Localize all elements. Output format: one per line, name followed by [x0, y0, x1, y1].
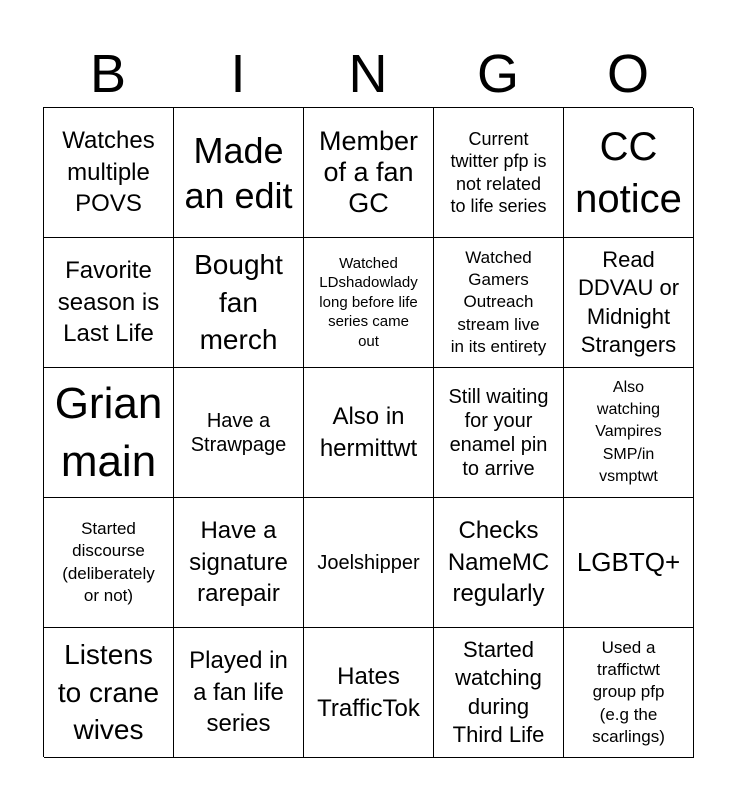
bingo-board — [43, 107, 693, 757]
cell-text: Started discourse (deliberately or not) — [62, 519, 155, 605]
header-letter-o: O — [606, 44, 649, 104]
bingo-cell[interactable] — [564, 498, 694, 628]
bingo-cell[interactable] — [564, 108, 694, 238]
cell-text: Started watching during Third Life — [452, 637, 545, 747]
bingo-cell[interactable] — [174, 238, 304, 368]
cell-text: Have a Strawpage — [190, 409, 287, 456]
cell-text: LGBTQ+ — [576, 547, 681, 577]
header-letter-n: N — [348, 44, 388, 104]
cell-text: Hates TrafficTok — [317, 662, 420, 722]
cell-text: Grian main — [54, 379, 163, 486]
bingo-cell[interactable] — [304, 238, 434, 368]
bingo-cell[interactable] — [434, 498, 564, 628]
bingo-cell[interactable] — [174, 368, 304, 498]
cell-text: Watches multiple POVS — [62, 126, 155, 218]
bingo-cell[interactable] — [434, 238, 564, 368]
cell-text: Watched Gamers Outreach stream live in its entirety — [450, 248, 547, 356]
bingo-cell[interactable] — [304, 108, 434, 238]
bingo-cell[interactable] — [44, 238, 174, 368]
bingo-cell[interactable] — [564, 628, 694, 758]
bingo-cell[interactable] — [434, 108, 564, 238]
cell-text: Also watching Vampires SMP/in vsmptwt — [595, 378, 662, 486]
cell-text: Watched LDshadowlady long before life series came out — [319, 254, 418, 350]
cell-text: CC notice — [575, 124, 682, 221]
cell-text: Member of a fan GC — [318, 125, 419, 219]
bingo-cell[interactable] — [304, 368, 434, 498]
bingo-cell[interactable] — [44, 368, 174, 498]
bingo-cell[interactable] — [304, 498, 434, 628]
bingo-cell[interactable] — [434, 368, 564, 498]
cell-text: Also in hermittwt — [319, 402, 418, 462]
bingo-cell[interactable] — [44, 108, 174, 238]
cell-text: Made an edit — [184, 129, 293, 216]
bingo-cell[interactable] — [174, 108, 304, 238]
bingo-cell[interactable] — [564, 238, 694, 368]
bingo-cell[interactable] — [174, 498, 304, 628]
cell-text: Used a traffictwt group pfp (e.g the scarlings) — [592, 638, 665, 746]
cell-text: Listens to crane wives — [57, 638, 160, 746]
cell-text: Favorite season is Last Life — [57, 256, 160, 348]
bingo-cell[interactable] — [434, 628, 564, 758]
header-letter-i: I — [230, 44, 246, 104]
cell-text: Joelshipper — [317, 551, 420, 574]
bingo-cell[interactable] — [174, 628, 304, 758]
cell-text: Still waiting for your enamel pin to arrive — [448, 385, 549, 480]
header-letter-b: B — [89, 44, 127, 104]
bingo-cell[interactable] — [44, 498, 174, 628]
bingo-header — [43, 40, 693, 108]
bingo-cell[interactable] — [44, 628, 174, 758]
cell-text: Current twitter pfp is not related to life series — [450, 128, 547, 216]
cell-text: Have a signature rarepair — [189, 516, 288, 608]
cell-text: Read DDVAU or Midnight Strangers — [577, 247, 680, 357]
cell-text: Played in a fan life series — [189, 646, 288, 738]
cell-text: Bought fan merch — [194, 248, 283, 356]
bingo-cell[interactable] — [304, 628, 434, 758]
bingo-cell[interactable] — [564, 368, 694, 498]
cell-text: Checks NameMC regularly — [447, 516, 550, 608]
header-letter-g: G — [476, 44, 519, 104]
